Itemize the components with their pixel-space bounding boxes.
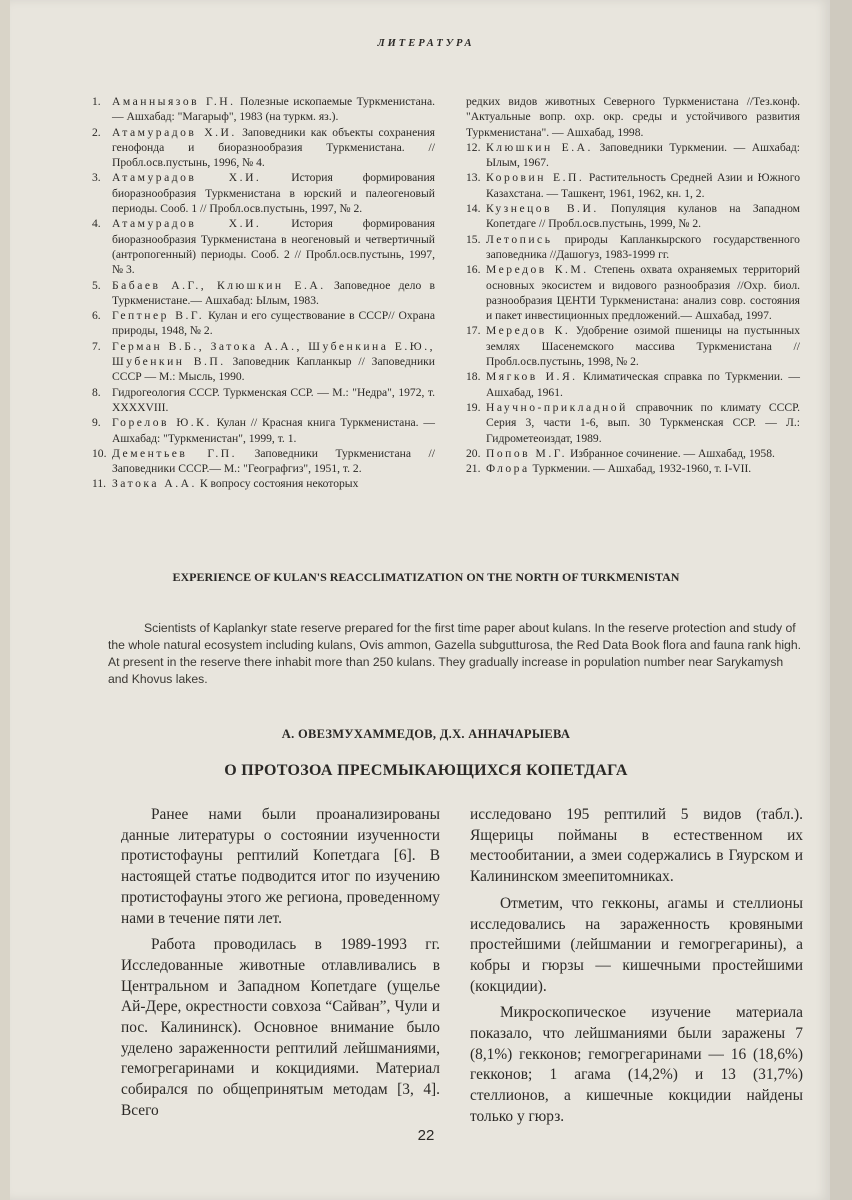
page-number: 22 [417,1127,435,1144]
reference-text [486,140,800,171]
reference-number: 13. [466,171,481,185]
reference-item [92,339,435,385]
reference-item [466,446,800,461]
reference-text [486,461,800,476]
reference-text [486,400,800,446]
reference-text [112,339,435,385]
reference-item [466,323,800,369]
reference-number: 8. [92,385,101,399]
reference-body: Заповедники Туркменистана //Заповедники СССР.— М.: "Географгиз", 1951, т. 2. [112,446,435,476]
reference-number: 12. [466,140,481,154]
reference-item [92,415,435,446]
reference-body: Степень охвата охраняемых территорий основных экосистем и видового разнообразия //Охр. биол. разнообразия ЦЕНТИ Туркменистана: анализ совр. состояния и пакет инвестиционных предложений.— Ашхабад, 1997. [486,263,801,323]
reference-item [92,94,435,125]
section-header: ЛИТЕРАТУРА [377,38,475,49]
body-left-column [121,805,440,1128]
reference-text [486,262,800,323]
english-summary-text: Scientists of Kaplankyr state reserve prepared for the first time paper about kulans. In the reserve protection and study of the whole natural ecosystem including kulans, Ovis ammon, Gazella subgutturosa, the Red Data Book flora and fauna rank high. At present in the reserve there inhabit more than 250 kulans. They gradually increase in population number near Sarykamysh and Khovus lakes. [108,621,802,686]
body-paragraph-continuation: исследовано 195 рептилий 5 видов (табл.). Ящерицы пойманы в естественном их местообитании, а змеи содержались в Гяурском и Калининском змеепитомниках. [470,806,803,886]
reference-text [112,446,435,477]
reference-item [466,400,800,446]
reference-number: 5. [92,278,101,292]
reference-item [92,446,435,477]
reference-number: 17. [466,324,481,338]
reference-body: Полезные ископаемые Туркменистана.— Ашхабад: "Магарыф", 1983 (на туркм. яз.). [112,95,435,124]
reference-text [112,170,435,216]
reference-author: Горелов Ю.К. [112,416,212,430]
reference-author: Летопись [486,232,553,246]
reference-number: 10. [92,446,107,460]
english-summary-title: EXPERIENCE OF KULAN'S REACCLIMATIZATION ON THE NORTH OF TURKMENISTAN [172,570,680,584]
reference-text [112,385,435,416]
reference-author: Атамурадов Х.И. [112,171,262,185]
reference-text [112,415,435,446]
reference-text [112,278,435,309]
reference-number: 16. [466,263,481,277]
reference-item [466,461,800,476]
reference-author: Мередов К. [486,324,571,338]
reference-text [112,308,435,339]
reference-text [486,170,800,201]
article-title: О ПРОТОЗОА ПРЕСМЫКАЮЩИХСЯ КОПЕТДАГА [224,762,628,779]
reference-body: Заповедники Туркмении. — Ашхабад: Ылым, 1967. [486,140,800,170]
reference-number: 1. [92,95,101,108]
reference-item [466,369,800,400]
body-paragraph: Микроскопическое изучение материала показало, что лейшманиями были заражены 7 (8,1%) гекконов; гемогрегаринами — 16 (18,6%) гекконов; 1 агама (14,2%) и 13 (31,7%) стеллионов, а кишечные кокцидии найдены только у гюрз. [470,1004,803,1125]
reference-body: Кулан // Красная книга Туркменистана. — Ашхабад: "Туркменистан", 1999, т. 1. [112,416,436,445]
reference-number: 15. [466,232,481,246]
reference-body: справочник по климату СССР. Серия 3, части 1-6, вып. 30 Туркменская ССР. — Л.: Гидрометеоиздат, 1989. [486,400,800,445]
body-paragraph: Отметим, что гекконы, агамы и стеллионы исследовались на зараженность кровяными простейшими (лейшмании и гемогрегарины), а кобры и гюрзы — кишечными простейшими (кокцидии). [470,894,803,995]
reference-body: Заповедники как объекты сохранения генофонда и биоразнообразия Туркменистана. // Пробл.осв.пустынь, 1996, № 4. [112,125,435,170]
reference-text [112,216,435,277]
reference-item [466,201,800,232]
reference-body: Избранное сочинение. — Ашхабад, 1958. [569,446,775,460]
body-paragraph: Ранее нами были проанализированы данные литературы о состоянии изученности протистофауны рептилий Копетдага [6]. В настоящей статье подводится итог по изучению протистофауны этого же региона, проведенному нами в течение пяти лет. [121,806,440,927]
reference-text [112,125,435,171]
reference-item [92,476,435,491]
reference-body: Кулан и его существование в СССР// Охрана природы, 1948, № 2. [112,309,435,338]
reference-number: 11. [92,477,107,491]
reference-author: Научно-прикладной [486,400,628,414]
reference-body: Удобрение озимой пшеницы на пустынных землях Шасенемского массива Туркменистана //Пробл.осв.пустынь, 1998, № 2. [486,324,801,369]
reference-item [466,140,800,171]
reference-text [486,446,800,461]
references-left-column [92,94,435,492]
reference-item [466,262,800,323]
reference-continuation: редких видов животных Северного Туркменистана //Тез.конф. "Актуальные вопр. охр. окр. среды и устойчивого развития Туркменистана". — Ашхабад, 1998. [466,95,800,139]
reference-body: Заповедник Капланкыр // Заповедники СССР — М.: Мысль, 1990. [112,355,436,384]
reference-author: Флора [486,462,530,476]
reference-author: Мередов К.М. [486,263,589,277]
reference-author: Гептнер В.Г. [112,309,205,323]
reference-body: Заповедное дело в Туркменистане.— Ашхабад: Ылым, 1983. [112,278,435,307]
reference-body: природы Капланкырского государственного заповедника //Дашогуз, 1983-1999 гг. [486,232,800,261]
reference-author: Атамурадов Х.И. [112,217,262,231]
reference-number: 3. [92,171,101,185]
reference-author: Попов М.Г. [486,446,568,460]
reference-author: Дементьев Г.П. [112,446,237,460]
reference-author: Бабаев А.Г., Клюшкин Е.А. [112,278,326,292]
reference-number: 21. [466,462,481,476]
reference-number: 19. [466,400,481,414]
reference-body: Туркмении. — Ашхабад, 1932-1960, т. I-VII. [532,462,752,476]
reference-number: 2. [92,125,101,139]
reference-number: 18. [466,370,481,384]
reference-author: Аманныязов Г.Н. [112,95,236,108]
reference-body: К вопросу состояния некоторых [199,477,359,491]
reference-item [92,125,435,171]
reference-item [466,170,800,201]
reference-number: 14. [466,202,481,216]
reference-number: 7. [92,339,101,353]
page-edge-strip [830,0,852,1200]
reference-author: Коровин Е.П. [486,171,585,185]
reference-number: 9. [92,416,101,430]
reference-author: Затока А.А. [112,477,197,491]
reference-author: Клюшкин Е.А. [486,140,593,154]
reference-author: Атамурадов Х.И. [112,125,237,139]
reference-text [112,94,435,125]
reference-number: 4. [92,217,101,231]
reference-item [92,170,435,216]
reference-item [92,308,435,339]
reference-text [486,369,800,400]
reference-body: История формирования биоразнообразия Туркменистана в неогеновый и четвертичный (антропогенный) периоды. Сооб. 2 // Пробл.осв.пустынь, 1997, № 3. [112,217,435,277]
reference-item [92,216,435,277]
reference-author: Кузнецов В.И. [486,202,599,216]
body-paragraph: Работа проводилась в 1989-1993 гг. Исследованные животные отлавливались в Центральном и Западном Копетдаге (ущелье Ай-Дере, окрестности совхоза “Сайван”, Чули и пос. Калининск). Основное внимание было уделено зараженности рептилий лейшманиями, гемогрегаринами и кокцидиями. Материал собирался по общепринятым методам [3, 4]. Всего [121,936,440,1119]
reference-text [486,323,800,369]
reference-text [486,232,800,263]
article-authors: А. ОВЕЗМУХАММЕДОВ, Д.Х. АННАЧАРЫЕВА [281,727,571,741]
reference-item [466,232,800,263]
reference-item [92,385,435,416]
reference-body: Популяция куланов на Западном Копетдаге // Пробл.осв.пустынь, 1999, № 2. [486,202,800,231]
reference-body: Растительность Средней Азии и Южного Казахстана. — Ташкент, 1961, 1962, кн. 1, 2. [486,171,800,200]
reference-number: 20. [466,446,481,460]
reference-number: 6. [92,309,101,323]
reference-item [92,278,435,309]
reference-body: Гидрогеология СССР. Туркменская ССР. — М.: "Недра", 1972, т. XXXXVIII. [112,385,435,414]
reference-text [112,476,435,491]
reference-body: Климатическая справка по Туркмении. — Ашхабад, 1961. [486,370,801,399]
reference-author: Герман В.Б., Затока А.А., Шубенкина Е.Ю., Шубенкин В.П. [112,339,435,369]
reference-author: Мягков И.Я. [486,370,578,384]
body-right-column [470,805,803,1134]
references-right-column [466,94,800,476]
reference-text [486,201,800,232]
reference-body: История формирования биоразнообразия Туркменистана в юрский и палеогеновый периоды. Сооб. 1 // Пробл.осв.пустынь, 1997, № 2. [112,171,435,216]
